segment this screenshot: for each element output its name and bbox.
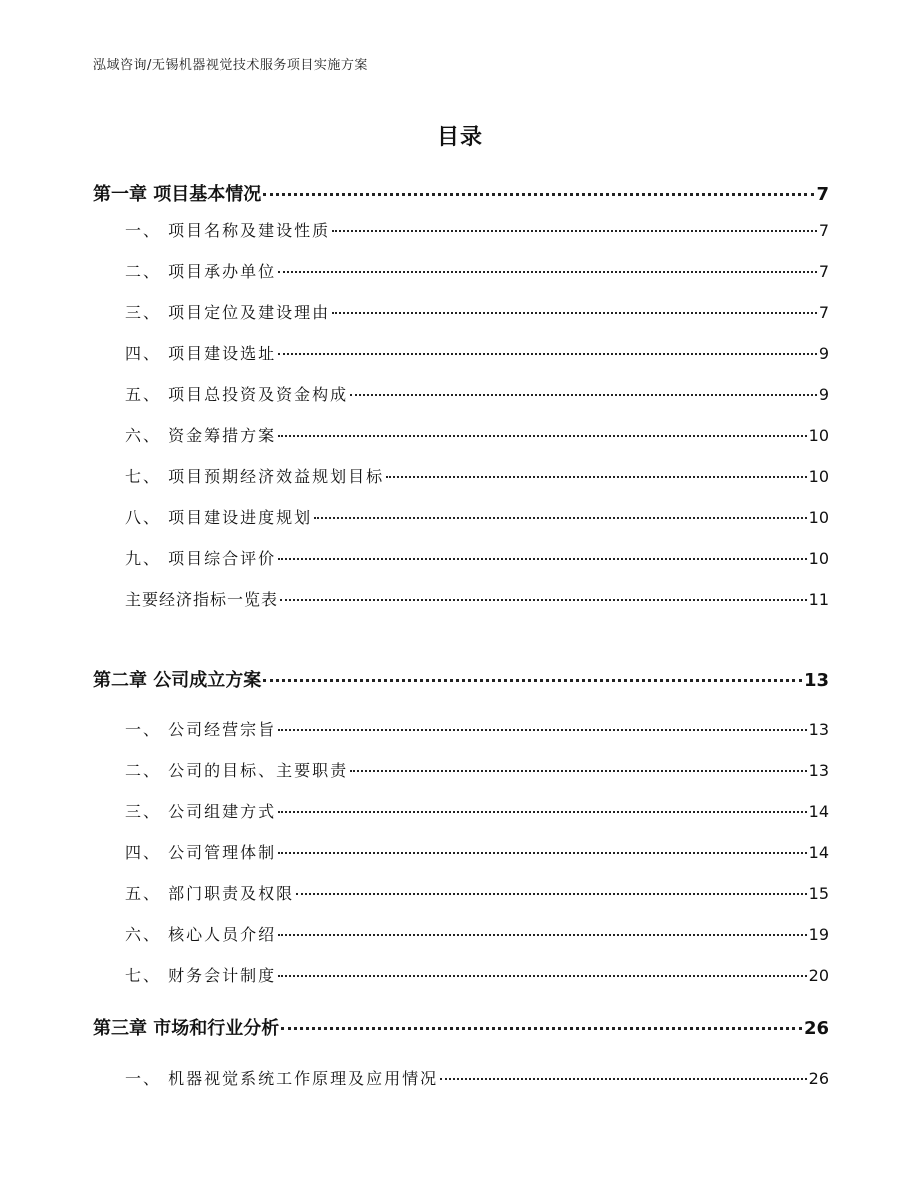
toc-entry[interactable] [93, 341, 829, 364]
toc-entry[interactable] [93, 300, 829, 323]
toc-page-number: 19 [808, 925, 829, 944]
toc-entry[interactable] [93, 758, 829, 781]
dot-leader [278, 558, 807, 560]
toc-page-number: 9 [818, 385, 829, 404]
toc-label: 主要经济指标一览表 [125, 590, 279, 609]
dot-leader [263, 679, 802, 682]
toc-entry-chapter-2[interactable] [93, 666, 829, 692]
toc-label: 八、 项目建设进度规划 [125, 508, 313, 527]
toc-page-number: 7 [818, 221, 829, 240]
toc-entry[interactable] [93, 717, 829, 740]
toc-page-number: 10 [808, 508, 829, 527]
toc-label: 九、 项目综合评价 [125, 549, 277, 568]
toc-page-number: 10 [808, 426, 829, 445]
toc-entry[interactable] [93, 799, 829, 822]
toc-page-number: 14 [808, 802, 829, 821]
toc-title: 目录 [436, 125, 483, 150]
toc-entry[interactable] [93, 382, 829, 405]
toc-entry[interactable] [93, 840, 829, 863]
toc-entry[interactable] [93, 1066, 829, 1089]
dot-leader [280, 599, 807, 601]
toc-page-number: 13 [808, 720, 829, 739]
toc-label: 三、 公司组建方式 [125, 802, 277, 821]
toc-label: 七、 财务会计制度 [125, 966, 277, 985]
toc-label: 五、 项目总投资及资金构成 [125, 385, 349, 404]
dot-leader [386, 476, 807, 478]
toc-page-number: 26 [803, 1018, 829, 1039]
dot-leader [350, 770, 807, 772]
toc-label: 三、 项目定位及建设理由 [125, 303, 331, 322]
toc-label: 六、 核心人员介绍 [125, 925, 277, 944]
toc-label: 第一章 项目基本情况 [93, 184, 262, 205]
dot-leader [278, 852, 807, 854]
dot-leader [278, 975, 807, 977]
toc-label: 四、 项目建设选址 [125, 344, 277, 363]
toc-entry[interactable] [93, 423, 829, 446]
toc-page-number: 14 [808, 843, 829, 862]
toc-label: 一、 机器视觉系统工作原理及应用情况 [125, 1069, 439, 1088]
toc-entry[interactable] [93, 587, 829, 610]
dot-leader [278, 353, 817, 355]
toc-entry[interactable] [93, 881, 829, 904]
dot-leader [332, 312, 817, 314]
toc-page-number: 7 [818, 262, 829, 281]
toc-page-number: 13 [808, 761, 829, 780]
toc-entry[interactable] [93, 546, 829, 569]
toc-label: 七、 项目预期经济效益规划目标 [125, 467, 385, 486]
dot-leader [332, 230, 817, 232]
dot-leader [314, 517, 807, 519]
dot-leader [278, 811, 807, 813]
toc-label: 四、 公司管理体制 [125, 843, 277, 862]
toc-entry[interactable] [93, 505, 829, 528]
dot-leader [278, 435, 807, 437]
dot-leader [296, 893, 807, 895]
toc-entry[interactable] [93, 218, 829, 241]
toc-entry[interactable] [93, 464, 829, 487]
toc-label: 一、 公司经营宗旨 [125, 720, 277, 739]
toc-page-number: 9 [818, 344, 829, 363]
toc-page-number: 20 [808, 966, 829, 985]
toc-page-number: 10 [808, 549, 829, 568]
toc-page-number: 13 [803, 670, 829, 691]
toc-label: 二、 项目承办单位 [125, 262, 277, 281]
toc-page-number: 7 [816, 184, 829, 205]
dot-leader [440, 1078, 807, 1080]
toc-label: 一、 项目名称及建设性质 [125, 221, 331, 240]
dot-leader [350, 394, 817, 396]
toc-entry[interactable] [93, 922, 829, 945]
toc-page-number: 26 [808, 1069, 829, 1088]
running-header: 泓域咨询/无锡机器视觉技术服务项目实施方案 [93, 58, 368, 73]
dot-leader [278, 934, 807, 936]
toc-label: 六、 资金筹措方案 [125, 426, 277, 445]
toc-page-number: 15 [808, 884, 829, 903]
toc-label: 二、 公司的目标、主要职责 [125, 761, 349, 780]
dot-leader [281, 1027, 802, 1030]
toc-label: 五、 部门职责及权限 [125, 884, 295, 903]
dot-leader [278, 729, 807, 731]
toc-label: 第三章 市场和行业分析 [93, 1018, 280, 1039]
dot-leader [263, 193, 814, 196]
toc-entry-chapter-3[interactable] [93, 1014, 829, 1040]
toc-page-number: 11 [808, 590, 829, 609]
toc-page-number: 10 [808, 467, 829, 486]
dot-leader [278, 271, 817, 273]
toc-entry[interactable] [93, 259, 829, 282]
toc-entry-chapter-1[interactable] [93, 180, 829, 206]
toc-page-number: 7 [818, 303, 829, 322]
toc-label: 第二章 公司成立方案 [93, 670, 262, 691]
toc-entry[interactable] [93, 963, 829, 986]
